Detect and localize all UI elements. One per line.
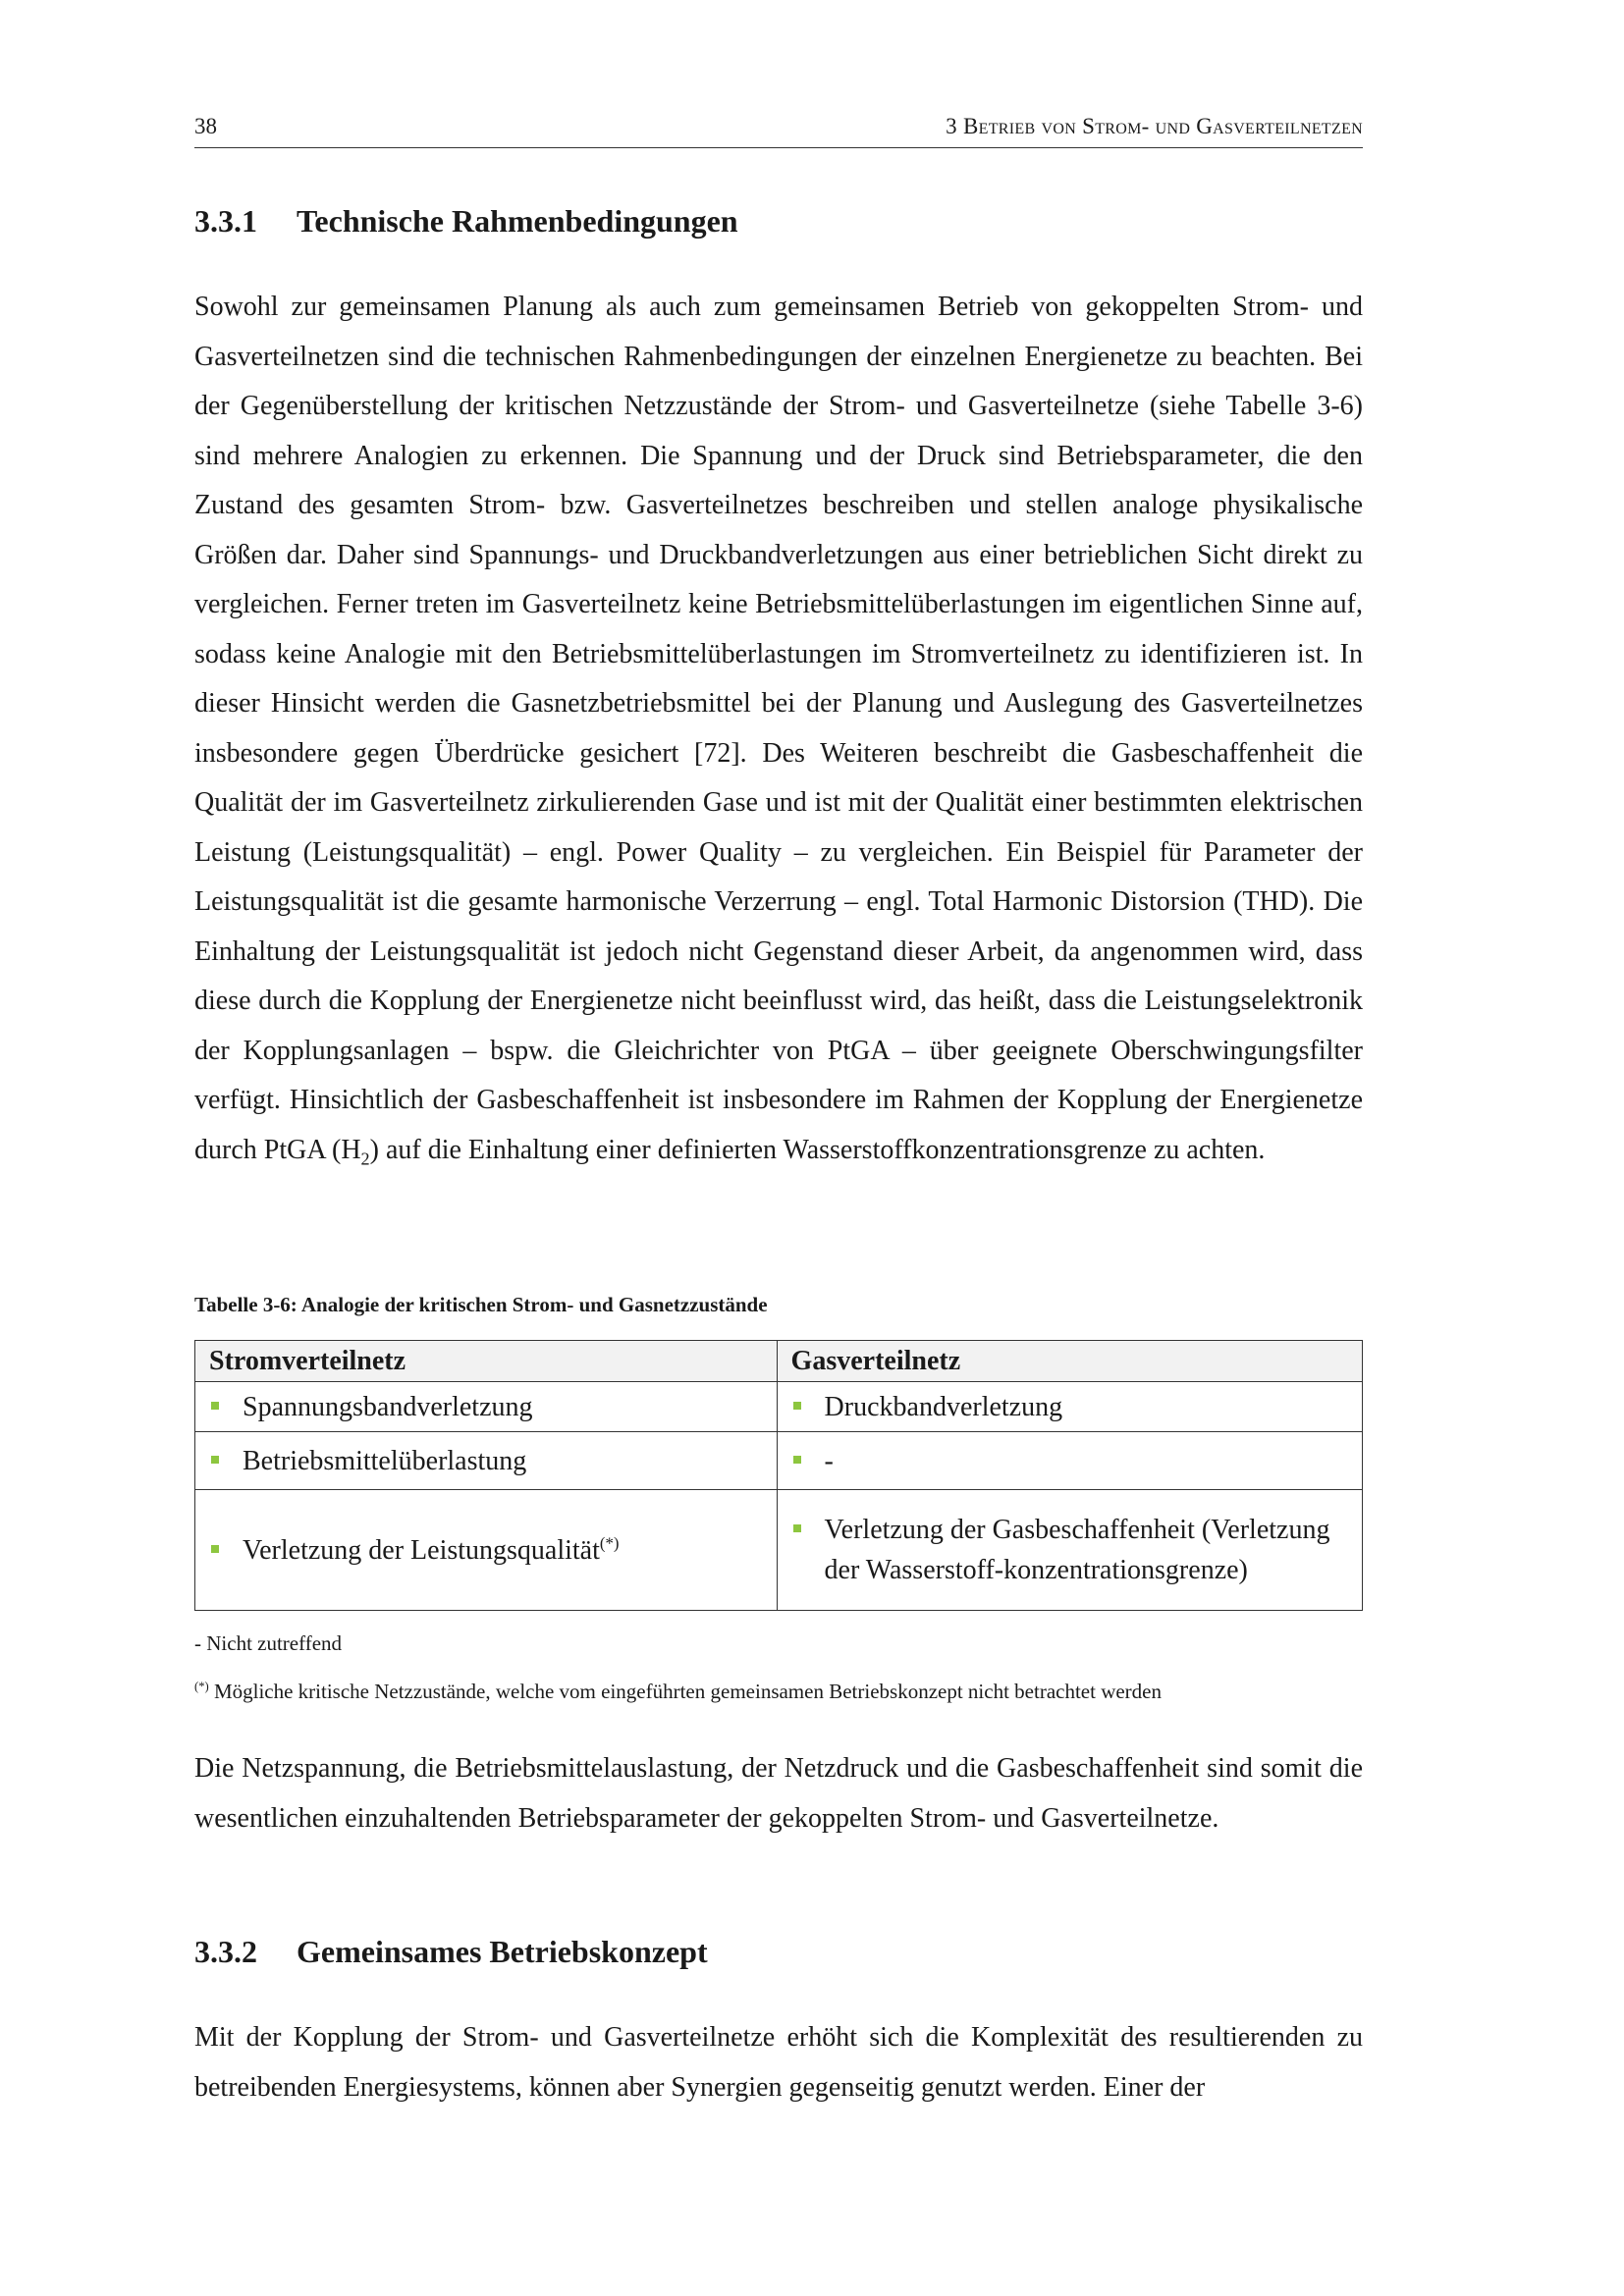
section-number: 3.3.2 <box>194 1934 257 1969</box>
bullet-icon <box>211 1545 219 1553</box>
table-cell: Verletzung der Leistungsqualität(*) <box>243 1533 620 1566</box>
body-paragraph-1: Sowohl zur gemeinsamen Planung als auch zum gemeinsamen Betrieb von gekoppelten Strom- und Gasverteilnetzen sind die technischen Rahmenbedingungen der einzelnen Energienetze zu beachten. Bei der Gegenüberstellung der kritischen Netzzustände der Strom- und Gasverteilnetze (siehe Tabelle 3-6) sind mehrere Analogien zu erkennen. Die Spannung und der Druck sind Betriebsparameter, die den Zustand des gesamten Strom- bzw. Gasverteilnetzes beschreiben und stellen analoge physikalische Größen dar. Daher sind Spannungs- und Druckbandverletzungen aus einer betrieblichen Sicht direkt zu vergleichen. Ferner treten im Gasverteilnetz keine Betriebsmittelüberlastungen im eigentlichen Sinne auf, sodass keine Analogie mit den Betriebsmittelüberlastungen im Stromverteilnetz zu identifizieren ist. In dieser Hinsicht werden die Gasnetzbetriebsmittel bei der Planung und Auslegung des Gasverteilnetzes insbesondere gegen Überdrücke gesichert [72]. Des Weiteren beschreibt die Gasbeschaffenheit die Qualität der im Gasverteilnetz zirkulierenden Gase und ist mit der Qualität einer bestimmten elektrischen Leistung (Leistungsqualität) – engl. Power Quality – zu vergleichen. Ein Beispiel für Parameter der Leistungsqualität ist die gesamte harmonische Verzerrung – engl. Total Harmonic Distorsion (THD). Die Einhaltung der Leistungsqualität ist jedoch nicht Gegenstand dieser Arbeit, da angenommen wird, dass diese durch die Kopplung der Energienetze nicht beeinflusst wird, das heißt, dass die Leistungselektronik der Kopplungsanlagen – bspw. die Gleichrichter von PtGA – über geeignete Oberschwingungsfilter verfügt. Hinsichtlich der Gasbeschaffenheit ist insbesondere im Rahmen der Kopplung der Energienetze durch PtGA $(H_2)$ auf die Einhaltung einer definierten Wasserstoffkonzentrationsgrenze zu achten. <box>194 292 1363 1169</box>
table-cell: Betriebsmittelüberlastung <box>243 1445 527 1476</box>
body-paragraph-3: Mit der Kopplung der Strom- und Gasverteilnetze erhöht sich die Komplexität des resultierenden zu betreibenden Energiesystems, können aber Synergien gegenseitig genutzt werden. Einer der <box>194 2022 1363 2103</box>
table-cell: Spannungsbandverletzung <box>243 1391 533 1422</box>
comparison-table <box>194 1340 1363 1611</box>
section-number: 3.3.1 <box>194 203 257 239</box>
running-header <box>194 114 1363 148</box>
table-row <box>195 1382 1363 1432</box>
table-cell: Druckbandverletzung <box>824 1391 1063 1422</box>
table-header-row <box>195 1341 1363 1382</box>
chapter-title: 3 Betrieb von Strom- und Gasverteilnetzen <box>946 114 1363 138</box>
bullet-icon <box>793 1524 801 1532</box>
table-cell: - <box>824 1445 834 1476</box>
column-header-gas: Gasverteilnetz <box>777 1341 1362 1382</box>
table-row <box>195 1490 1363 1611</box>
table-caption: Tabelle 3-6: Analogie der kritischen Strom- und Gasnetzzustände <box>194 1293 768 1316</box>
section-heading-3-3-2 <box>194 1934 708 1970</box>
section-title: Technische Rahmenbedingungen <box>297 203 738 239</box>
bullet-icon <box>793 1456 801 1464</box>
table-row <box>195 1432 1363 1490</box>
bullet-icon <box>793 1402 801 1410</box>
table-note-not-applicable: - Nicht zutreffend <box>194 1631 343 1655</box>
table-cell: Verletzung der Gasbeschaffenheit (Verletzung der Wasserstoff-konzentrationsgrenze) <box>824 1515 1330 1585</box>
table-note-critical-states: (*) Mögliche kritische Netzzustände, welche vom eingeführten gemeinsamen Betriebskonzept nicht betrachtet werden <box>194 1680 1162 1703</box>
page-number: 38 <box>194 114 217 138</box>
column-header-strom: Stromverteilnetz <box>195 1341 778 1382</box>
bullet-icon <box>211 1456 219 1464</box>
section-heading-3-3-1 <box>194 203 738 240</box>
section-title: Gemeinsames Betriebskonzept <box>297 1934 708 1969</box>
body-paragraph-2: Die Netzspannung, die Betriebsmittelauslastung, der Netzdruck und die Gasbeschaffenheit sind somit die wesentlichen einzuhaltenden Betriebsparameter der gekoppelten Strom- und Gasverteilnetze. <box>194 1753 1363 1834</box>
bullet-icon <box>211 1402 219 1410</box>
